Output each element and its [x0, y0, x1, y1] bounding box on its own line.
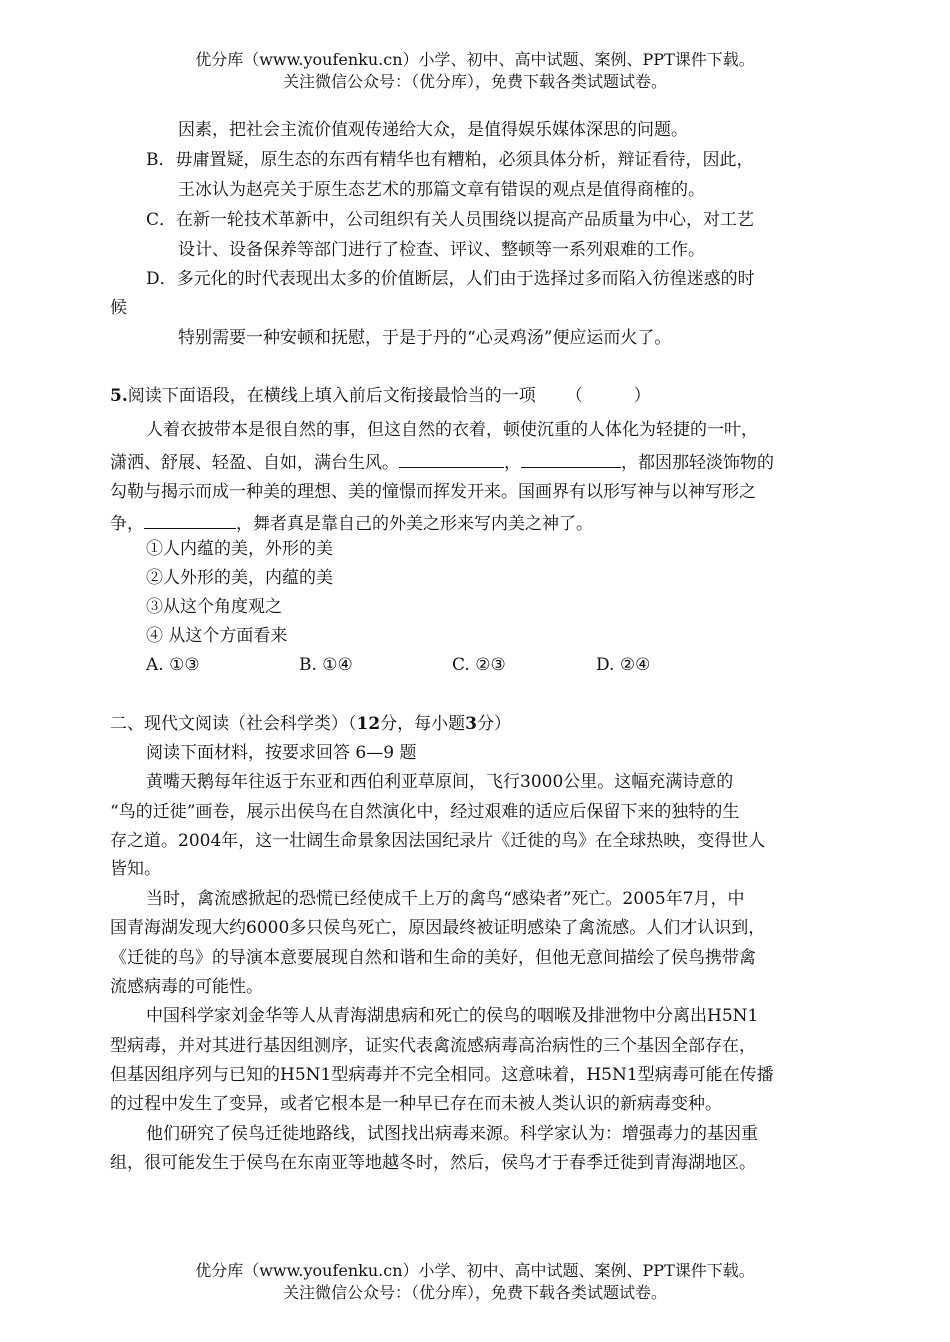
q5-choice-b: B. ①④	[299, 655, 353, 675]
q5-option-1: ①人内蕴的美，外形的美	[146, 539, 333, 559]
q5-option-2: ②人外形的美，内蕴的美	[146, 568, 333, 588]
q5-option-3: ③从这个角度观之	[146, 597, 282, 617]
passage-line: “鸟的迁徙”画卷，展示出侯鸟在自然演化中，经过艰难的适应后保留下来的独特的生	[110, 802, 740, 822]
passage-line: 组，很可能发生于侯鸟在东南亚等地越冬时，然后，侯鸟才于春季迁徙到青海湖地区。	[110, 1153, 756, 1173]
q5-blank-2[interactable]	[521, 449, 621, 468]
passage-line: 他们研究了侯鸟迁徙地路线，试图找出病毒来源。科学家认为：增强毒力的基因重	[146, 1124, 758, 1144]
q5-choice-c: C. ②③	[452, 655, 506, 675]
q5-passage-line4	[110, 510, 593, 536]
q5-number: 5.	[110, 386, 128, 406]
page-footer-line-1: 优分库（www.youfenku.cn）小学、初中、高中试题、案例、PPT课件下载。	[195, 1261, 755, 1280]
q4-option-c-line1: C．在新一轮技术革新中，公司组织有关人员围绕以提高产品质量为中心，对工艺	[146, 210, 755, 230]
passage-line: 中国科学家刘金华等人从青海湖患病和死亡的侯鸟的咽喉及排泄物中分离出H5N1	[146, 1006, 759, 1026]
passage-line: 型病毒，并对其进行基因组测序，证实代表禽流感病毒高治病性的三个基因全部存在，	[110, 1036, 756, 1056]
passage-line: 国青海湖发现大约6000多只侯鸟死亡，原因最终被证明感染了禽流感。人们才认识到，	[110, 918, 766, 938]
q5-answer-paren: （ ）	[565, 386, 651, 406]
passage-line: 黄嘴天鹅每年往返于东亚和西伯利亚草原间，飞行3000公里。这幅充满诗意的	[146, 772, 734, 792]
q5-passage-line3: 勾勒与揭示而成一种美的理想、美的憧憬而挥发开来。国画界有以形写神与以神写形之	[110, 482, 756, 502]
q4-option-d-line1: D．多元化的时代表现出太多的价值断层，人们由于选择过多而陷入彷徨迷惑的时	[146, 269, 755, 289]
q5-stem-line	[110, 384, 651, 408]
q5-choice-a: A. ①③	[146, 655, 200, 675]
page-footer-line-2: 关注微信公众号：（优分库），免费下载各类试题试卷。	[282, 1283, 667, 1302]
page-header-line-2: 关注微信公众号：（优分库），免费下载各类试题试卷。	[282, 72, 667, 91]
q5-blank-3[interactable]	[144, 510, 236, 529]
q4-option-b-line2: 王冰认为赵亮关于原生态艺术的那篇文章有错误的观点是值得商榷的。	[178, 180, 705, 200]
q5-choice-d: D. ②④	[596, 655, 651, 675]
passage-line: 的过程中发生了变异，或者它根本是一种早已存在而未被人类认识的新病毒变种。	[110, 1094, 722, 1114]
q4-option-c-line2: 设计、设备保养等部门进行了检查、评议、整顿等一系列艰难的工作。	[178, 240, 705, 260]
q4-option-d-line3: 特别需要一种安顿和抚慰，于是于丹的“心灵鸡汤”便应运而火了。	[178, 328, 672, 348]
q5-stem: 阅读下面语段，在横线上填入前后文衔接最恰当的一项	[127, 386, 536, 406]
passage-line: 皆知。	[110, 859, 161, 879]
section2-instruction: 阅读下面材料，按要求回答 6—9 题	[146, 743, 417, 763]
q5-passage-line2-a: 潇洒、舒展、轻盈、自如，满台生风。	[110, 453, 399, 473]
q4-option-b-line1: B．毋庸置疑，原生态的东西有精华也有糟粕，必须具体分析，辩证看待，因此，	[146, 150, 754, 170]
q4-option-a-tail: 因素，把社会主流价值观传递给大众，是值得娱乐媒体深思的问题。	[178, 120, 688, 140]
q5-blank-1[interactable]	[399, 449, 504, 468]
section2-title: 二、现代文阅读（社会科学类）（12分，每小题3分）	[110, 714, 512, 734]
q5-passage-line4-a: 争，	[110, 514, 144, 534]
q5-passage-line2	[110, 449, 774, 475]
q5-passage-line1: 人着衣披带本是很自然的事，但这自然的衣着，顿使沉重的人体化为轻捷的一叶，	[146, 420, 758, 440]
passage-line: 流感病毒的可能性。	[110, 977, 263, 997]
q5-passage-line2-b: ，	[504, 453, 521, 473]
passage-line: 《迁徙的鸟》的导演本意要展现自然和谐和生命的美好，但他无意间描绘了侯鸟携带禽	[110, 948, 756, 968]
q5-passage-line4-b: ，舞者真是靠自己的外美之形来写内美之神了。	[236, 514, 593, 534]
passage-line: 当时，禽流感掀起的恐慌已经使成千上万的禽鸟“感染者”死亡。2005年7月，中	[146, 889, 745, 909]
passage-line: 但基因组序列与已知的H5N1型病毒并不完全相同。这意味着，H5N1型病毒可能在传播	[110, 1065, 774, 1085]
q5-option-4: ④ 从这个方面看来	[146, 626, 288, 646]
page-header-line-1: 优分库（www.youfenku.cn）小学、初中、高中试题、案例、PPT课件下载。	[195, 50, 755, 69]
q5-passage-line2-c: ，都因那轻淡饰物的	[621, 453, 774, 473]
q4-option-d-line2: 候	[110, 298, 127, 318]
passage-line: 存之道。2004年，这一壮阔生命景象因法国纪录片《迁徙的鸟》在全球热映，变得世人	[110, 831, 766, 851]
